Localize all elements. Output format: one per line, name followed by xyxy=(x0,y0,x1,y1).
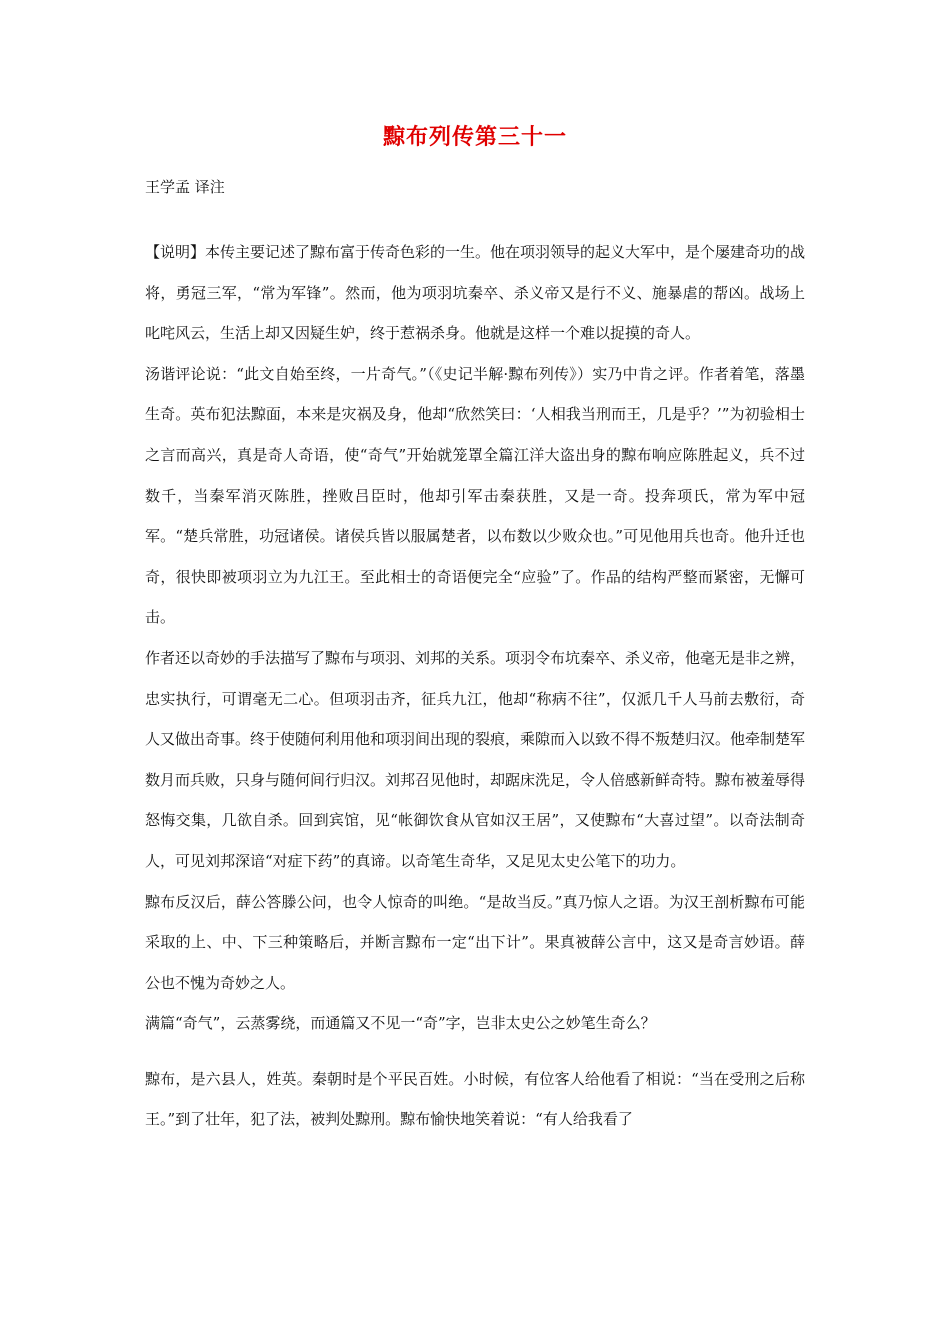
document-title: 黥布列传第三十一 xyxy=(382,125,567,150)
paragraph-translation: 黥布，是六县人，姓英。秦朝时是个平民百姓。小时候，有位客人给他看了相说：“当在受刑之后称王。”到了壮年，犯了法，被判处黥刑。黥布愉快地笑着说：“有人给我看了 xyxy=(145,1069,805,1129)
paragraph-summary: 满篇“奇气”，云蒸雾绕，而通篇又不见一“奇”字，岂非太史公之妙笔生奇么？ xyxy=(145,1014,656,1033)
author-line: 王学孟 译注 xyxy=(145,178,225,196)
document-body xyxy=(145,232,805,1140)
paragraph-xuegong: 黥布反汉后，薛公答滕公问，也令人惊奇的叫绝。“是故当反。”真乃惊人之语。为汉王剖析黥布可能采取的上、中、下三种策略后，并断言黥布一定“出下计”。果真被薛公言中，这又是奇言妙语。薛公也不愧为奇妙之人。 xyxy=(145,892,805,992)
paragraph-intro: 【说明】本传主要记述了黥布富于传奇色彩的一生。他在项羽领导的起义大军中，是个屡建奇功的战将，勇冠三军，“常为军锋”。然而，他为项羽坑秦卒、杀义帝又是行不义、施暴虐的帮凶。战场上叱咤风云，生活上却又因疑生妒，终于惹祸杀身。他就是这样一个难以捉摸的奇人。 xyxy=(145,243,806,343)
paragraph-commentary: 汤谐评论说：“此文自始至终，一片奇气。”（《史记半解·黥布列传》）实乃中肯之评。作者着笔，落墨生奇。英布犯法黥面，本来是灾祸及身，他却“欣然笑曰：‘人相我当刑而王，几是乎？’”为初验相士之言而高兴，真是奇人奇语，使“奇气”开始就笼罩全篇江洋大盗出身的黥布响应陈胜起义，兵不过数千，当秦军消灭陈胜，挫败吕臣时，他却引军击秦获胜，又是一奇。投奔项氏，常为军中冠军。“楚兵常胜，功冠诸侯。诸侯兵皆以服属楚者，以布数以少败众也。”可见他用兵也奇。他升迁也奇，很快即被项羽立为九江王。至此相士的奇语便完全“应验”了。作品的结构严整而紧密，无懈可击。 xyxy=(145,364,805,627)
paragraph-relations: 作者还以奇妙的手法描写了黥布与项羽、刘邦的关系。项羽令布坑秦卒、杀义帝，他毫无是非之辨，忠实执行，可谓毫无二心。但项羽击齐，征兵九江，他却“称病不往”，仅派几千人马前去敷衍，奇人又做出奇事。终于使随何利用他和项羽间出现的裂痕，乘隙而入以致不得不叛楚归汉。他牵制楚军数月而兵败，只身与随何间行归汉。刘邦召见他时，却踞床洗足，令人倍感新鲜奇特。黥布被羞辱得怒悔交集，几欲自杀。回到宾馆，见“帐御饮食从官如汉王居”，又使黥布“大喜过望”。以奇法制奇人，可见刘邦深谙“对症下药”的真谛。以奇笔生奇华，又足见太史公笔下的功力。 xyxy=(145,648,806,870)
